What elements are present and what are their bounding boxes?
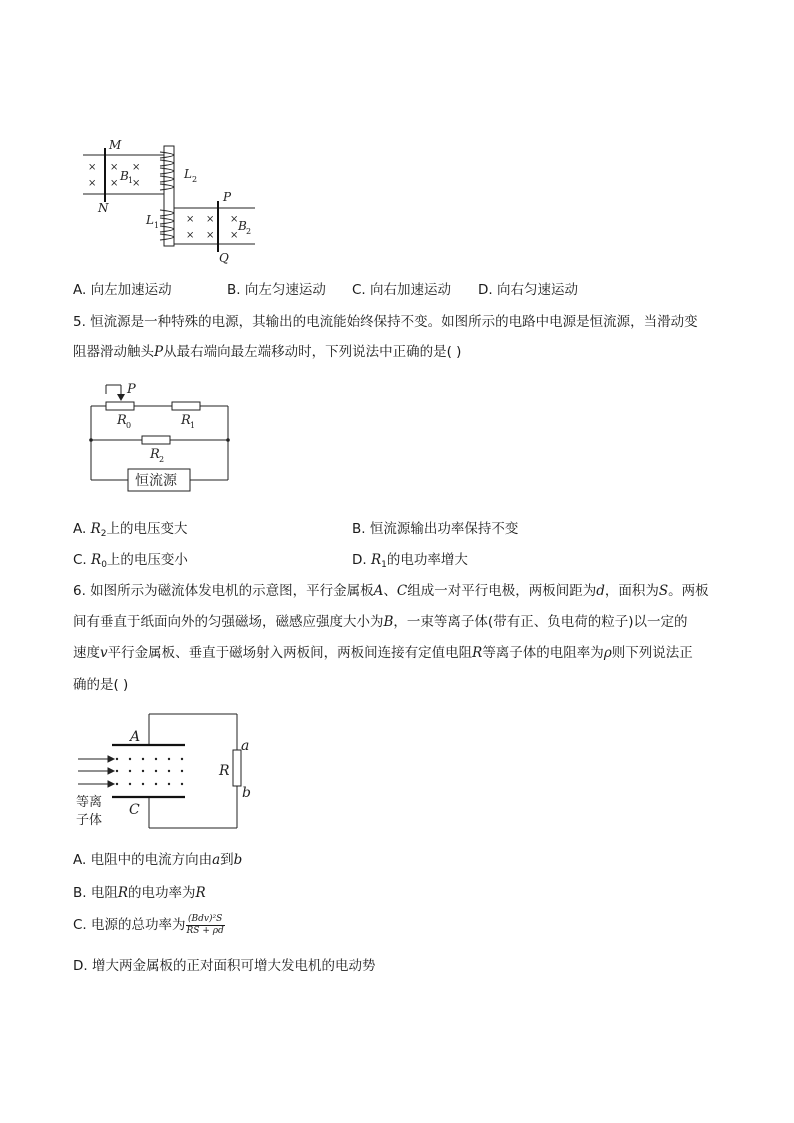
- label-p: P: [223, 190, 232, 204]
- label-plate-c: C: [129, 802, 140, 818]
- option-text: 上的电压变大: [106, 521, 188, 537]
- var-a: A: [373, 583, 384, 599]
- option-text: 到: [220, 852, 234, 868]
- label-b2-sub: 2: [246, 227, 252, 236]
- q6-option-c[interactable]: [73, 912, 225, 938]
- stem-text: 6. 如图所示为磁流体发电机的示意图，平行金属板: [73, 583, 374, 599]
- label-plate-a: A: [130, 729, 141, 745]
- label-r0-sub: 0: [126, 421, 132, 430]
- var-b: b: [233, 852, 243, 868]
- stem-text: 、: [383, 583, 397, 599]
- var-b: B: [383, 614, 394, 630]
- q6-mhd-generator-figure: [72, 708, 272, 833]
- var-s: S: [658, 583, 669, 599]
- var-r: R: [370, 552, 382, 568]
- plasma-label-line-1: 等离: [76, 795, 103, 810]
- label-p: P: [127, 382, 136, 397]
- q6-option-a[interactable]: [73, 851, 242, 869]
- fraction-numerator: (Bdv)²S: [186, 914, 225, 926]
- var-d: d: [596, 583, 605, 599]
- var-r: R: [195, 885, 206, 901]
- resistor-r2: [142, 436, 170, 444]
- q5-stem-line-2: [73, 343, 461, 361]
- label-l2-sub: 2: [192, 175, 198, 184]
- cross-mark: ×: [110, 178, 119, 189]
- var-r: R: [91, 552, 102, 568]
- stem-text: 速度: [73, 645, 100, 661]
- var-r: R: [90, 521, 101, 537]
- label-r1-sub: 1: [190, 421, 196, 430]
- q4-option-c[interactable]: C. 向右加速运动: [352, 282, 452, 298]
- var-a: a: [212, 852, 221, 868]
- resistor-r: [233, 750, 241, 786]
- plasma-arrows: [78, 756, 114, 787]
- stem-text: 则下列说法正: [611, 645, 693, 661]
- label-r2: R: [150, 447, 160, 462]
- cross-mark: ×: [110, 162, 119, 173]
- var-v: v: [100, 645, 108, 661]
- q6-stem-line-2: [73, 613, 687, 631]
- q5-stem-line-1: 5. 恒流源是一种特殊的电源，其输出的电流能始终保持不变。如图所示的电路中电源是恒流源，当滑动变: [73, 314, 698, 330]
- q5-option-b[interactable]: B. 恒流源输出功率保持不变: [352, 521, 519, 537]
- cross-mark: ×: [186, 230, 195, 241]
- label-r2-sub: 2: [159, 455, 165, 464]
- var-sub: 0: [101, 560, 107, 570]
- stem-text: ，一束等离子体(带有正、负电荷的粒子)以一定的: [393, 614, 688, 630]
- q5-circuit-figure: [86, 380, 246, 495]
- q6-option-b[interactable]: [73, 884, 206, 902]
- option-text: B. 电阻: [73, 885, 118, 901]
- option-text: 的电功率增大: [386, 552, 468, 568]
- label-r1: R: [181, 413, 191, 428]
- cross-mark: ×: [206, 230, 215, 241]
- var-sub: 1: [381, 560, 387, 570]
- q6-stem-line-3: [73, 644, 693, 662]
- q5-stem-text: 从最右端向最左端移动时，下列说法中正确的是( ): [163, 344, 462, 360]
- cross-mark: ×: [132, 162, 141, 173]
- plasma-label-line-2: 子体: [76, 813, 103, 828]
- var-rho: ρ: [603, 645, 612, 661]
- current-source-label: 恒流源: [135, 473, 177, 489]
- resistor-r1: [172, 402, 200, 410]
- cross-mark: ×: [186, 214, 195, 225]
- label-b1-sub: 1: [128, 176, 134, 185]
- label-a: a: [241, 738, 250, 754]
- cross-mark: ×: [132, 178, 141, 189]
- option-prefix: D.: [352, 552, 371, 568]
- resistor-r0: [106, 402, 134, 410]
- q5-option-a[interactable]: [73, 520, 188, 543]
- q5-option-d[interactable]: [352, 551, 468, 574]
- cross-mark: ×: [206, 214, 215, 225]
- q6-stem-line-4: 确的是( ): [73, 677, 129, 693]
- var-r: R: [472, 645, 483, 661]
- var-c: C: [396, 583, 408, 599]
- stem-text: 等离子体的电阻率为: [482, 645, 604, 661]
- stem-text: 间有垂直于纸面向外的匀强磁场，磁感应强度大小为: [73, 614, 384, 630]
- q6-option-d[interactable]: D. 增大两金属板的正对面积可增大发电机的电动势: [73, 958, 376, 974]
- option-text: 的电功率为: [128, 885, 196, 901]
- cross-mark: ×: [230, 230, 239, 241]
- label-r0: R: [117, 413, 127, 428]
- option-text: A. 电阻中的电流方向由: [73, 852, 213, 868]
- q4-option-a[interactable]: A. 向左加速运动: [73, 282, 172, 298]
- label-b2: B: [238, 219, 247, 233]
- stem-text: ，面积为: [604, 583, 659, 599]
- stem-text: 组成一对平行电极，两板间距为: [407, 583, 597, 599]
- field-b2-crosses: [186, 214, 238, 241]
- option-text: 上的电压变小: [106, 552, 188, 568]
- stem-text: 。两板: [668, 583, 709, 599]
- power-fraction: [186, 914, 225, 937]
- option-prefix: A.: [73, 521, 91, 537]
- cross-mark: ×: [230, 214, 239, 225]
- q5-stem-text: 阻器滑动触头: [73, 344, 154, 360]
- option-prefix: C.: [73, 552, 92, 568]
- label-b: b: [242, 785, 251, 801]
- var-r: R: [117, 885, 129, 901]
- label-l1: L: [146, 213, 154, 227]
- q5-option-c[interactable]: [73, 551, 188, 574]
- var-sub: 2: [100, 529, 107, 539]
- q6-stem-line-1: [73, 582, 709, 600]
- q4-option-b[interactable]: B. 向左匀速运动: [227, 282, 326, 298]
- var-p: P: [154, 344, 164, 360]
- fraction-denominator: RS + ρd: [186, 925, 224, 936]
- option-text: C. 电源的总功率为: [73, 917, 186, 933]
- label-m: M: [109, 138, 122, 152]
- field-dots: [116, 758, 183, 785]
- q4-option-d[interactable]: D. 向右匀速运动: [478, 282, 578, 298]
- stem-text: 平行金属板、垂直于磁场射入两板间，两板间连接有定值电阻: [107, 645, 473, 661]
- label-n: N: [98, 201, 109, 215]
- label-q: Q: [219, 251, 229, 265]
- cross-mark: ×: [88, 178, 97, 189]
- label-b1: B: [120, 169, 129, 183]
- label-l1-sub: 1: [154, 221, 160, 230]
- label-l2: L: [184, 167, 192, 181]
- q4-figure: [80, 138, 280, 263]
- cross-mark: ×: [88, 162, 97, 173]
- label-r: R: [219, 763, 230, 779]
